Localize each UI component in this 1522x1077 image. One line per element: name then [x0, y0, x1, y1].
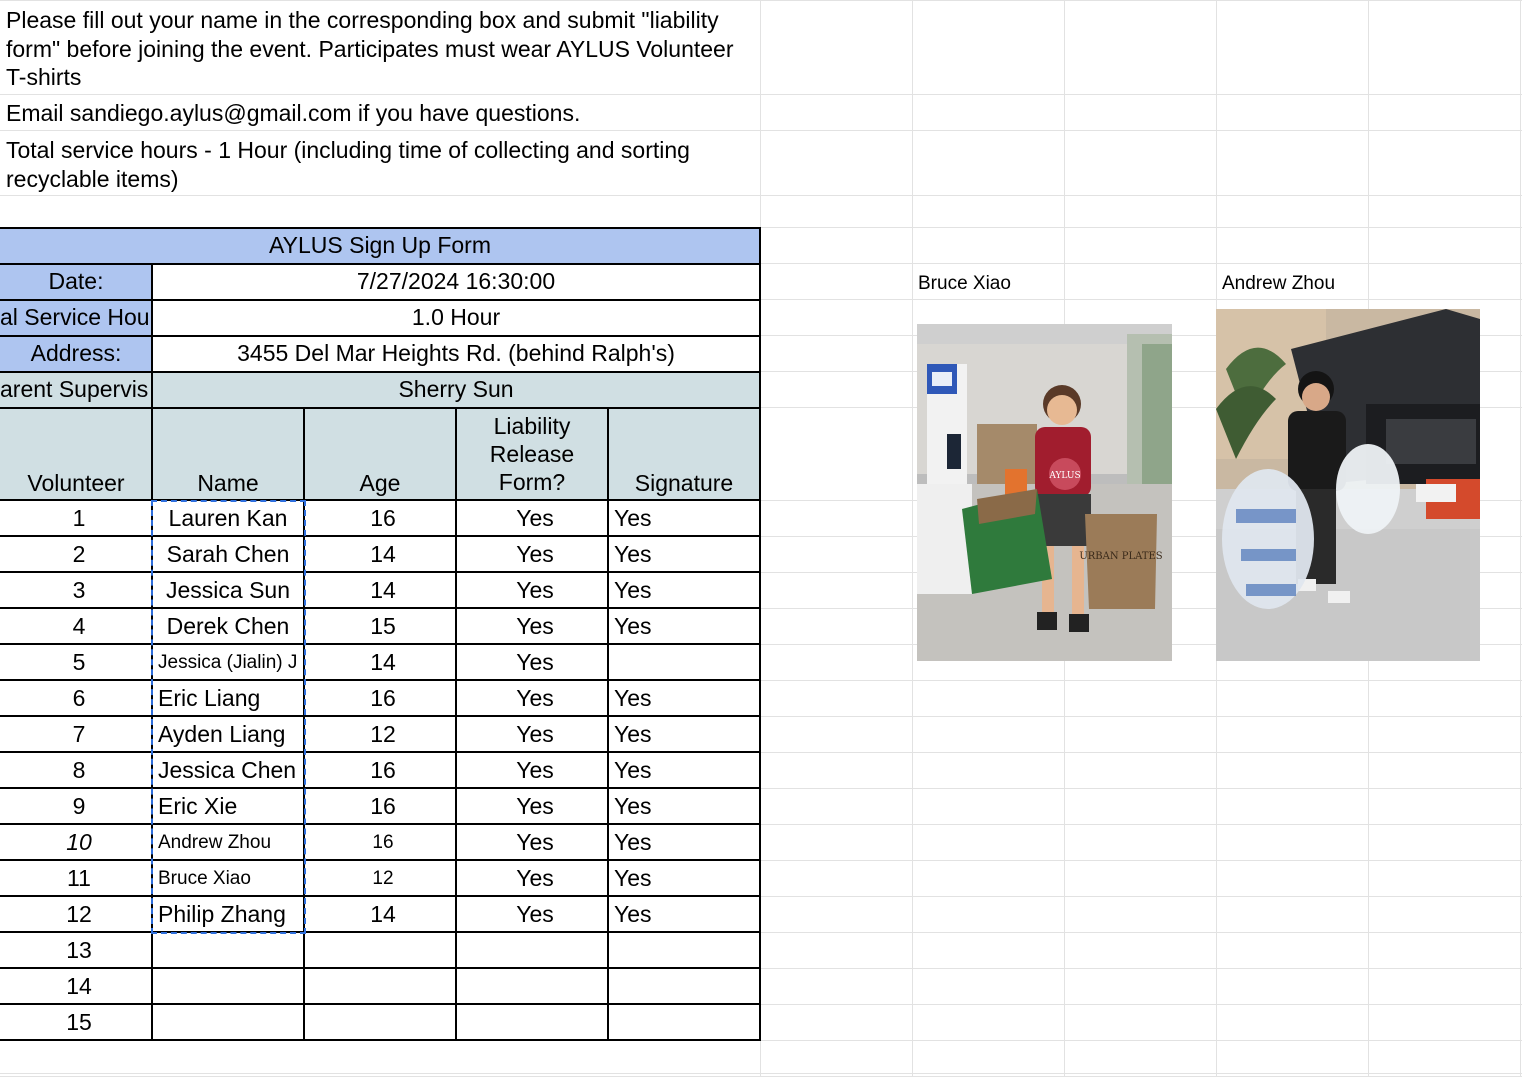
signature-cell[interactable]: Yes: [614, 577, 652, 603]
volunteer-name-cell[interactable]: Sarah Chen: [166, 541, 290, 567]
volunteer-age-cell[interactable]: 14: [370, 649, 396, 675]
liability-form-cell[interactable]: Yes: [516, 793, 554, 819]
volunteer-age-cell[interactable]: [304, 932, 456, 968]
table-border-line: [0, 859, 761, 861]
photo-caption-bruce[interactable]: Bruce Xiao: [918, 273, 1011, 294]
grid-row-line: [0, 0, 1522, 1]
volunteer-number-cell[interactable]: 5: [72, 649, 86, 675]
signature-cell[interactable]: Yes: [614, 685, 652, 711]
volunteer-number-cell[interactable]: 4: [72, 613, 86, 639]
signature-cell[interactable]: Yes: [614, 901, 652, 927]
table-border-line: [0, 607, 761, 609]
table-border-line: [0, 371, 761, 373]
volunteer-age-cell[interactable]: 15: [370, 613, 396, 639]
supervisor-value[interactable]: Sherry Sun: [152, 372, 760, 407]
volunteer-number-cell[interactable]: 1: [72, 505, 86, 531]
volunteer-name-cell[interactable]: [152, 932, 304, 968]
bag-logo-text: URBAN PLATES: [1079, 551, 1163, 562]
table-border-line: [0, 967, 761, 969]
volunteer-name-cell[interactable]: Jessica (Jialin) J: [158, 652, 298, 673]
table-border-line: [607, 407, 609, 1041]
table-border-line: [0, 643, 761, 645]
volunteer-name-cell[interactable]: Andrew Zhou: [158, 832, 272, 853]
photo-bruce-xiao[interactable]: [917, 324, 1172, 661]
volunteer-name-cell[interactable]: Derek Chen: [166, 613, 290, 639]
grid-row-line: [0, 94, 1522, 95]
date-value[interactable]: 7/27/2024 16:30:00: [356, 268, 556, 294]
volunteer-age-cell[interactable]: 16: [372, 832, 394, 853]
liability-form-cell[interactable]: Yes: [516, 901, 554, 927]
date-label[interactable]: Date:: [0, 264, 152, 299]
header-liability-cell[interactable]: [456, 408, 608, 500]
volunteer-number-cell[interactable]: 12: [66, 901, 92, 927]
volunteer-number-cell[interactable]: 8: [72, 757, 86, 783]
volunteer-number-cell[interactable]: 11: [67, 865, 91, 891]
volunteer-name-cell[interactable]: Philip Zhang: [158, 901, 286, 927]
volunteer-number-cell[interactable]: 14: [66, 973, 92, 999]
liability-form-cell[interactable]: Yes: [516, 829, 554, 855]
signature-cell[interactable]: Yes: [614, 829, 652, 855]
header-signature: Signature: [634, 470, 734, 496]
header-liability-line2: Release: [489, 441, 575, 467]
volunteer-name-cell[interactable]: Jessica Chen: [158, 757, 297, 783]
shirt-logo-text: AYLUS: [1049, 471, 1081, 481]
service-hours-label[interactable]: al Service Hou: [0, 300, 152, 335]
header-volunteer: Volunteer: [27, 470, 125, 496]
header-name: Name: [197, 470, 259, 496]
grid-row-line: [0, 130, 1522, 131]
table-border-line: [0, 263, 761, 265]
signature-cell[interactable]: [608, 644, 760, 680]
volunteer-name-cell[interactable]: Ayden Liang: [158, 721, 286, 747]
volunteer-number-cell[interactable]: 2: [72, 541, 86, 567]
volunteer-number-cell[interactable]: 9: [72, 793, 86, 819]
volunteer-number-cell[interactable]: 15: [66, 1009, 92, 1035]
header-age: Age: [359, 470, 401, 496]
signature-cell[interactable]: Yes: [614, 793, 652, 819]
header-age-cell[interactable]: [304, 408, 456, 500]
table-border-line: [0, 1003, 761, 1005]
liability-form-cell[interactable]: [456, 968, 608, 1004]
volunteer-number-cell[interactable]: 6: [72, 685, 86, 711]
grid-row-line: [0, 1073, 1522, 1074]
service-hours-value[interactable]: 1.0 Hour: [411, 304, 501, 330]
form-title[interactable]: AYLUS Sign Up Form: [0, 228, 760, 263]
volunteer-age-cell[interactable]: 16: [370, 757, 396, 783]
header-liability-line3: Form?: [498, 469, 566, 495]
table-border-line: [0, 299, 761, 301]
liability-form-cell[interactable]: Yes: [516, 649, 554, 675]
volunteer-name-cell[interactable]: [152, 1004, 304, 1040]
table-border-line: [0, 1039, 761, 1041]
table-border-line: [0, 227, 761, 229]
header-volunteer-cell[interactable]: [0, 408, 152, 500]
volunteer-name-cell[interactable]: [152, 968, 304, 1004]
intro-instructions[interactable]: Please fill out your name in the corresponding box and submit "liability form" before joining the event. Participates must wear AYLUS Volunteer T-shirts: [6, 7, 734, 90]
table-border-line: [0, 499, 761, 501]
signature-cell[interactable]: [608, 968, 760, 1004]
volunteer-age-cell[interactable]: [304, 968, 456, 1004]
volunteer-age-cell[interactable]: 16: [370, 505, 396, 531]
signature-cell[interactable]: Yes: [614, 541, 652, 567]
volunteer-age-cell[interactable]: 16: [370, 793, 396, 819]
liability-form-cell[interactable]: [456, 1004, 608, 1040]
photo-andrew-zhou[interactable]: [1216, 309, 1480, 661]
volunteer-age-cell[interactable]: 16: [370, 685, 396, 711]
table-border-line: [0, 895, 761, 897]
grid-column-line: [1520, 0, 1521, 1076]
volunteer-age-cell[interactable]: 12: [372, 868, 394, 889]
volunteer-age-cell[interactable]: 12: [370, 721, 396, 747]
table-border-line: [0, 679, 761, 681]
table-border-line: [0, 335, 761, 337]
liability-form-cell[interactable]: Yes: [516, 505, 554, 531]
volunteer-name-cell[interactable]: Eric Xie: [158, 793, 238, 819]
grid-row-line: [0, 195, 1522, 196]
table-border-line: [0, 931, 761, 933]
volunteer-number-cell[interactable]: 13: [66, 937, 92, 963]
table-border-line: [759, 227, 761, 1041]
table-border-line: [0, 751, 761, 753]
liability-form-cell[interactable]: Yes: [516, 613, 554, 639]
liability-form-cell[interactable]: Yes: [516, 865, 554, 891]
liability-form-cell[interactable]: [456, 932, 608, 968]
intro-email[interactable]: Email sandiego.aylus@gmail.com if you have questions.: [6, 100, 581, 126]
signature-cell[interactable]: Yes: [614, 865, 652, 891]
photo-caption-andrew[interactable]: Andrew Zhou: [1222, 273, 1336, 294]
liability-form-cell[interactable]: Yes: [516, 721, 554, 747]
signature-cell[interactable]: Yes: [614, 505, 652, 531]
signature-cell[interactable]: Yes: [614, 721, 652, 747]
address-label[interactable]: Address:: [0, 336, 152, 371]
volunteer-name-cell[interactable]: Lauren Kan: [168, 505, 288, 531]
volunteer-age-cell[interactable]: [304, 1004, 456, 1040]
supervisor-label[interactable]: arent Supervis: [0, 372, 152, 407]
header-liability-line1: Liability: [493, 413, 571, 439]
address-value[interactable]: 3455 Del Mar Heights Rd. (behind Ralph's): [237, 340, 675, 366]
volunteer-number-cell[interactable]: 7: [72, 721, 86, 747]
volunteer-age-cell[interactable]: 14: [370, 577, 396, 603]
signature-cell[interactable]: [608, 1004, 760, 1040]
table-border-line: [0, 715, 761, 717]
liability-form-cell[interactable]: Yes: [516, 541, 554, 567]
intro-service-hours[interactable]: Total service hours - 1 Hour (including time of collecting and sorting recyclable items): [6, 137, 690, 192]
table-border-line: [0, 571, 761, 573]
signature-cell[interactable]: [608, 932, 760, 968]
table-border-line: [455, 407, 457, 1041]
volunteer-number-cell[interactable]: 10: [66, 829, 92, 855]
signature-cell[interactable]: Yes: [614, 757, 652, 783]
table-border-line: [0, 535, 761, 537]
liability-form-cell[interactable]: Yes: [516, 757, 554, 783]
volunteer-number-cell[interactable]: 3: [72, 577, 86, 603]
liability-form-cell[interactable]: Yes: [516, 577, 554, 603]
table-border-line: [0, 823, 761, 825]
volunteer-name-cell[interactable]: Bruce Xiao: [158, 868, 251, 889]
table-border-line: [0, 787, 761, 789]
grid-column-line: [912, 0, 913, 1076]
header-signature-cell[interactable]: [608, 408, 760, 500]
volunteer-name-cell[interactable]: Eric Liang: [158, 685, 261, 711]
signature-cell[interactable]: Yes: [614, 613, 652, 639]
header-name-cell[interactable]: [152, 408, 304, 500]
selection-range: [151, 500, 306, 934]
volunteer-name-cell[interactable]: Jessica Sun: [165, 577, 290, 603]
volunteer-age-cell[interactable]: 14: [370, 541, 396, 567]
volunteer-age-cell[interactable]: 14: [370, 901, 396, 927]
liability-form-cell[interactable]: Yes: [516, 685, 554, 711]
table-border-line: [0, 407, 761, 409]
